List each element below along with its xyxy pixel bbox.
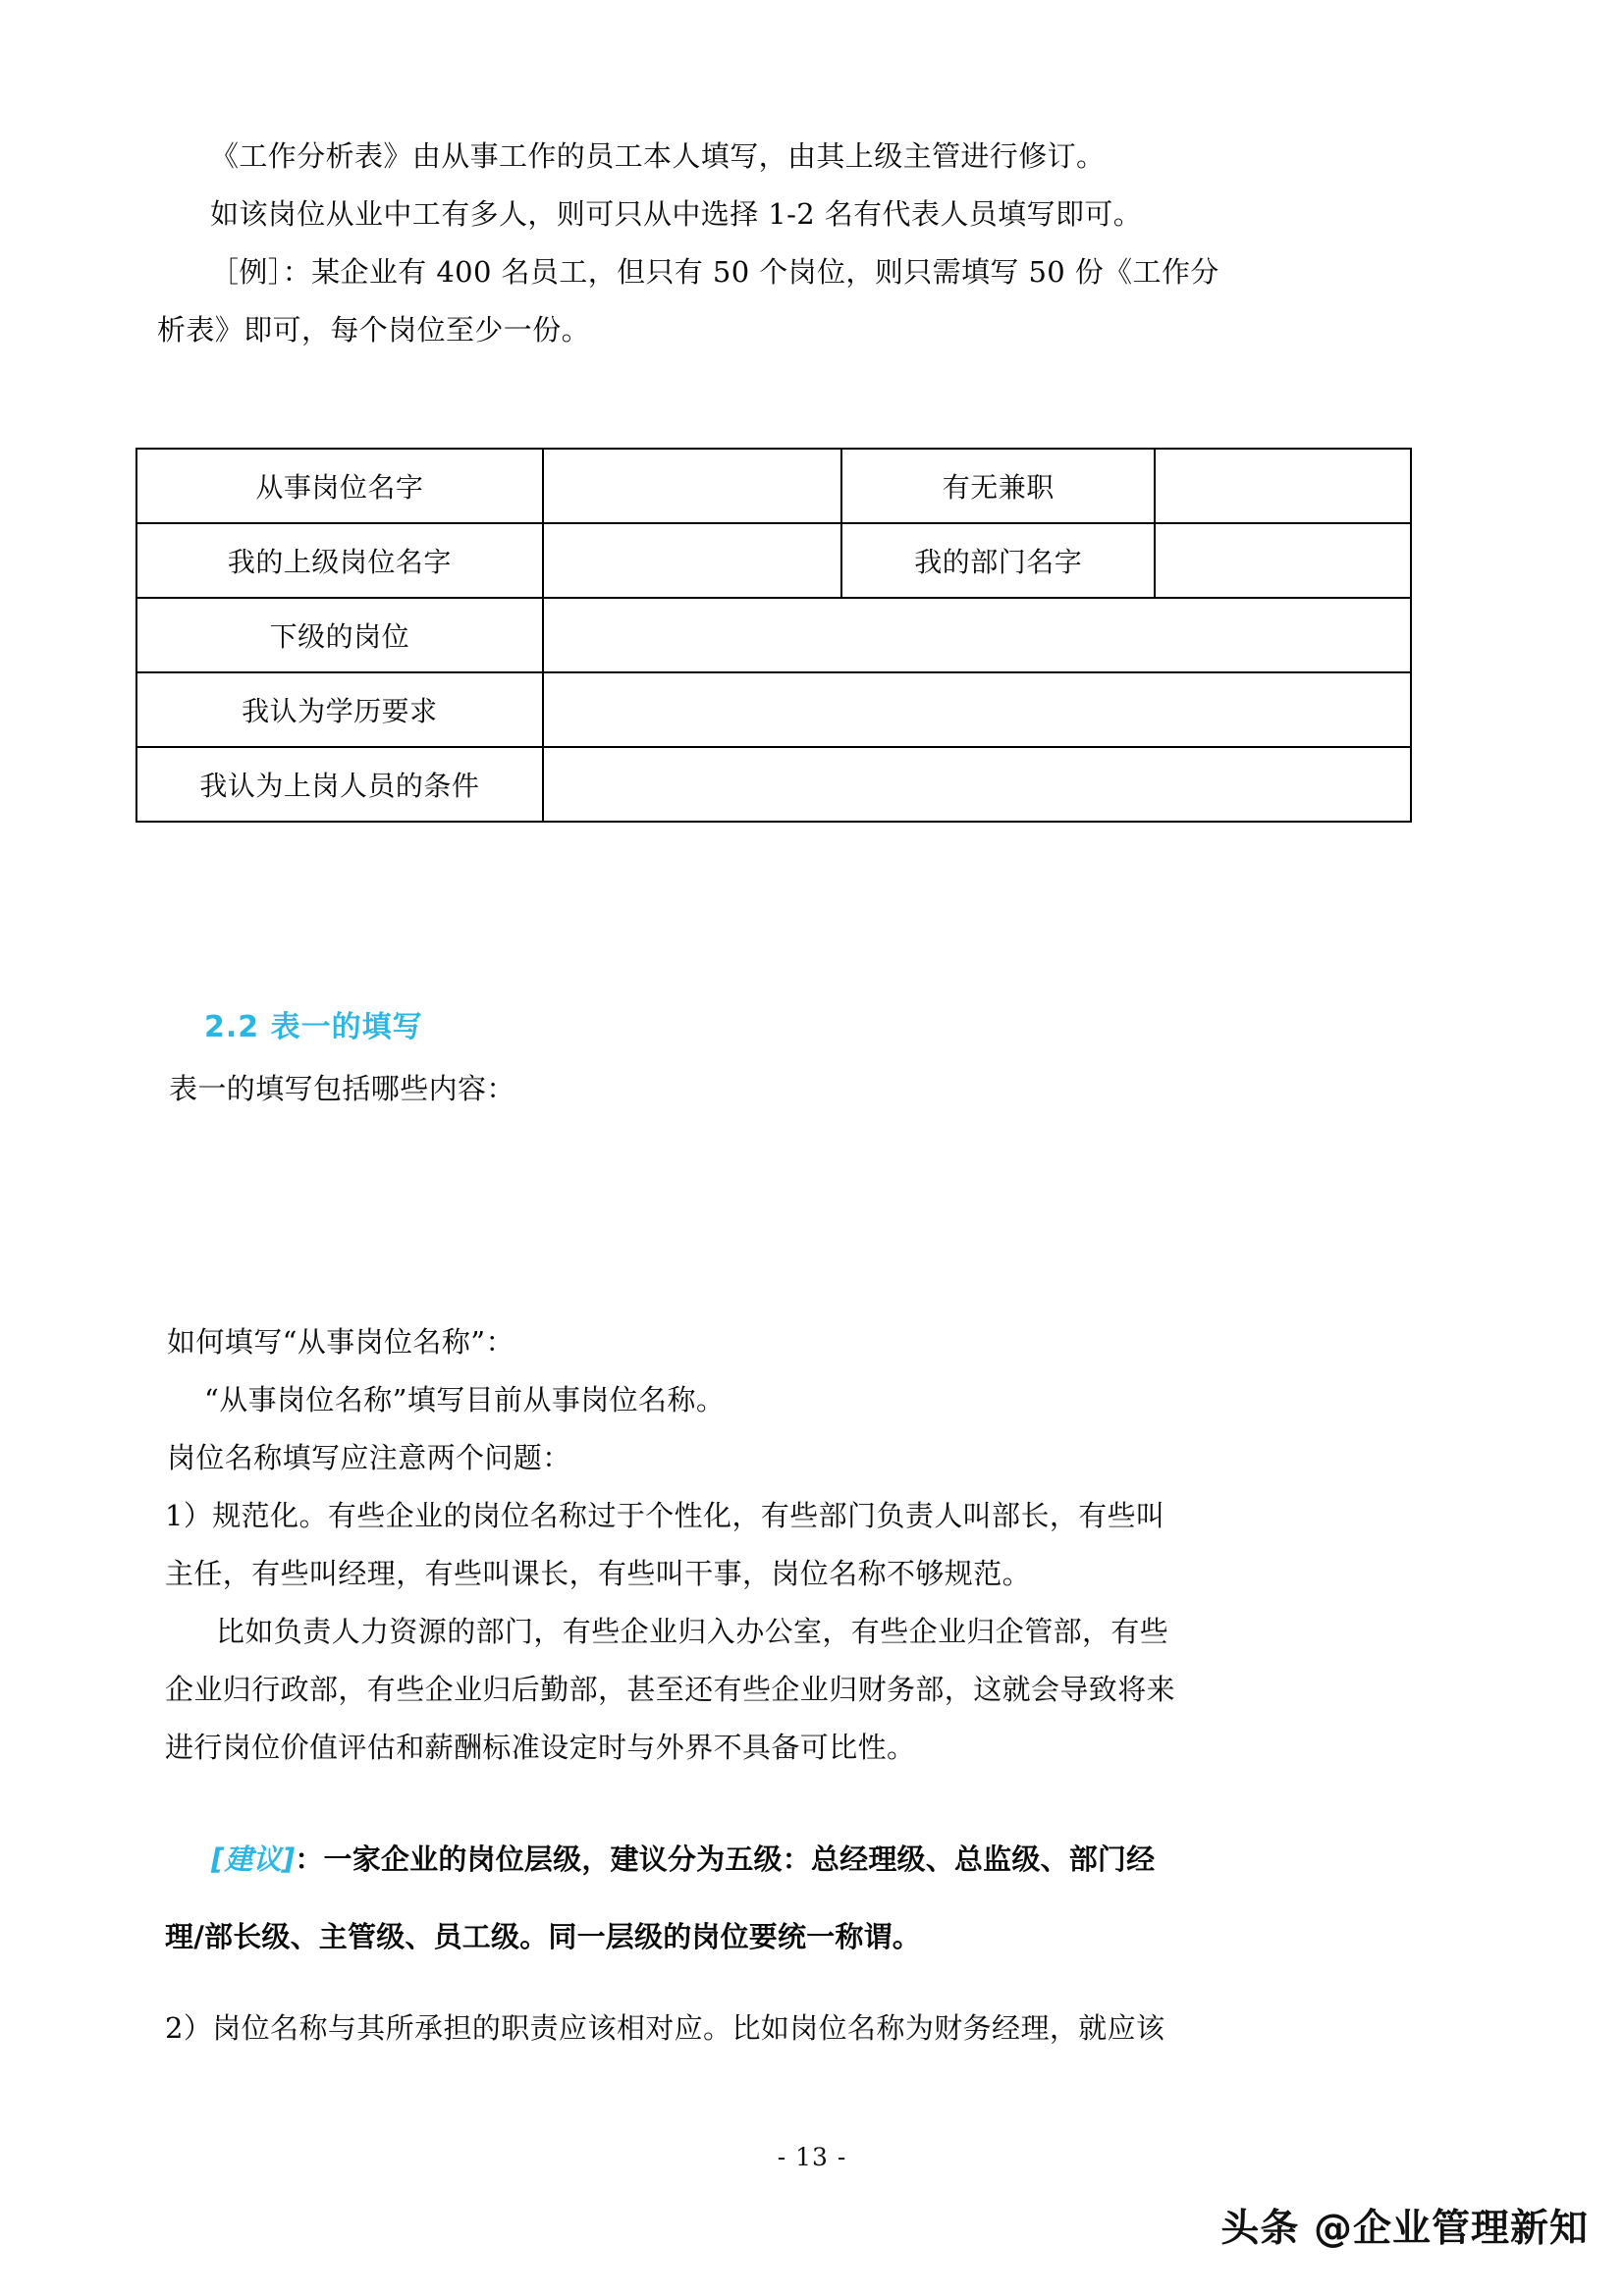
paragraph-issue1-line2: 主任，有些叫经理，有些叫课长，有些叫干事，岗位名称不够规范。 [165,1557,1032,1590]
paragraph-work-analysis-form: 《工作分析表》由从事工作的员工本人填写，由其上级主管进行修订。 [210,139,1106,173]
paragraph-position-name-definition: “从事岗位名称”填写目前从事岗位名称。 [204,1383,726,1416]
table-cell-value-subordinate-positions[interactable] [543,598,1411,672]
paragraph-multiple-people: 如该岗位从业中工有多人，则可只从中选择 1-2 名有代表人员填写即可。 [210,197,1143,231]
table-cell-label-current-position: 从事岗位名字 [136,449,543,523]
paragraph-issue1-line1: 1）规范化。有些企业的岗位名称过于个性化，有些部门负责人叫部长，有些叫 [165,1499,1165,1532]
table-cell-label-supervisor-position: 我的上级岗位名字 [136,523,543,598]
table-cell-label-subordinate-positions: 下级的岗位 [136,598,543,672]
job-analysis-table [135,448,1412,823]
paragraph-table-one-contents: 表一的填写包括哪些内容： [169,1072,515,1105]
paragraph-hr-example-line2: 企业归行政部，有些企业归后勤部，甚至还有些企业归财务部，这就会导致将来 [165,1673,1176,1706]
suggestion-line-1-rest: ：一家企业的岗位层级，建议分为五级：总经理级、总监级、部门经 [295,1842,1156,1876]
table-cell-value-department[interactable] [1155,523,1411,598]
table-cell-value-education-requirement[interactable] [543,672,1411,747]
paragraph-how-to-fill-position-name: 如何填写“从事岗位名称”： [167,1325,514,1359]
page-number: - 13 - [777,2143,847,2171]
watermark-toutiao: 头条 @企业管理新知 [1220,2207,1589,2251]
paragraph-issue2: 2）岗位名称与其所承担的职责应该相对应。比如岗位名称为财务经理，就应该 [165,2011,1165,2045]
table-cell-value-supervisor-position[interactable] [543,523,841,598]
paragraph-hr-example-line1: 比如负责人力资源的部门，有些企业归入办公室，有些企业归企管部，有些 [216,1615,1169,1648]
table-cell-label-part-time: 有无兼职 [841,449,1155,523]
paragraph-example-line1: ［例］：某企业有 400 名员工，但只有 50 个岗位，则只需填写 50 份《工作分 [210,255,1219,289]
table-cell-value-staff-conditions[interactable] [543,747,1411,822]
section-heading-2-2: 2.2 表一的填写 [204,1010,423,1044]
table-row [136,598,1411,672]
table-cell-label-staff-conditions: 我认为上岗人员的条件 [136,747,543,822]
table-row [136,449,1411,523]
table-row [136,523,1411,598]
suggestion-line-1 [211,1838,1155,1878]
table-cell-label-department: 我的部门名字 [841,523,1155,598]
table-cell-value-part-time[interactable] [1155,449,1411,523]
suggestion-tag: [建议] [211,1842,296,1876]
table-row [136,672,1411,747]
paragraph-example-line2: 析表》即可，每个岗位至少一份。 [157,313,591,347]
paragraph-two-issues: 岗位名称填写应注意两个问题： [167,1441,571,1474]
table-cell-label-education-requirement: 我认为学历要求 [136,672,543,747]
table-cell-value-current-position[interactable] [543,449,841,523]
paragraph-hr-example-line3: 进行岗位价值评估和薪酬标准设定时与外界不具备可比性。 [165,1731,916,1764]
suggestion-line-2: 理/部长级、主管级、员工级。同一层级的岗位要统一称谓。 [165,1920,921,1953]
table-row [136,747,1411,822]
